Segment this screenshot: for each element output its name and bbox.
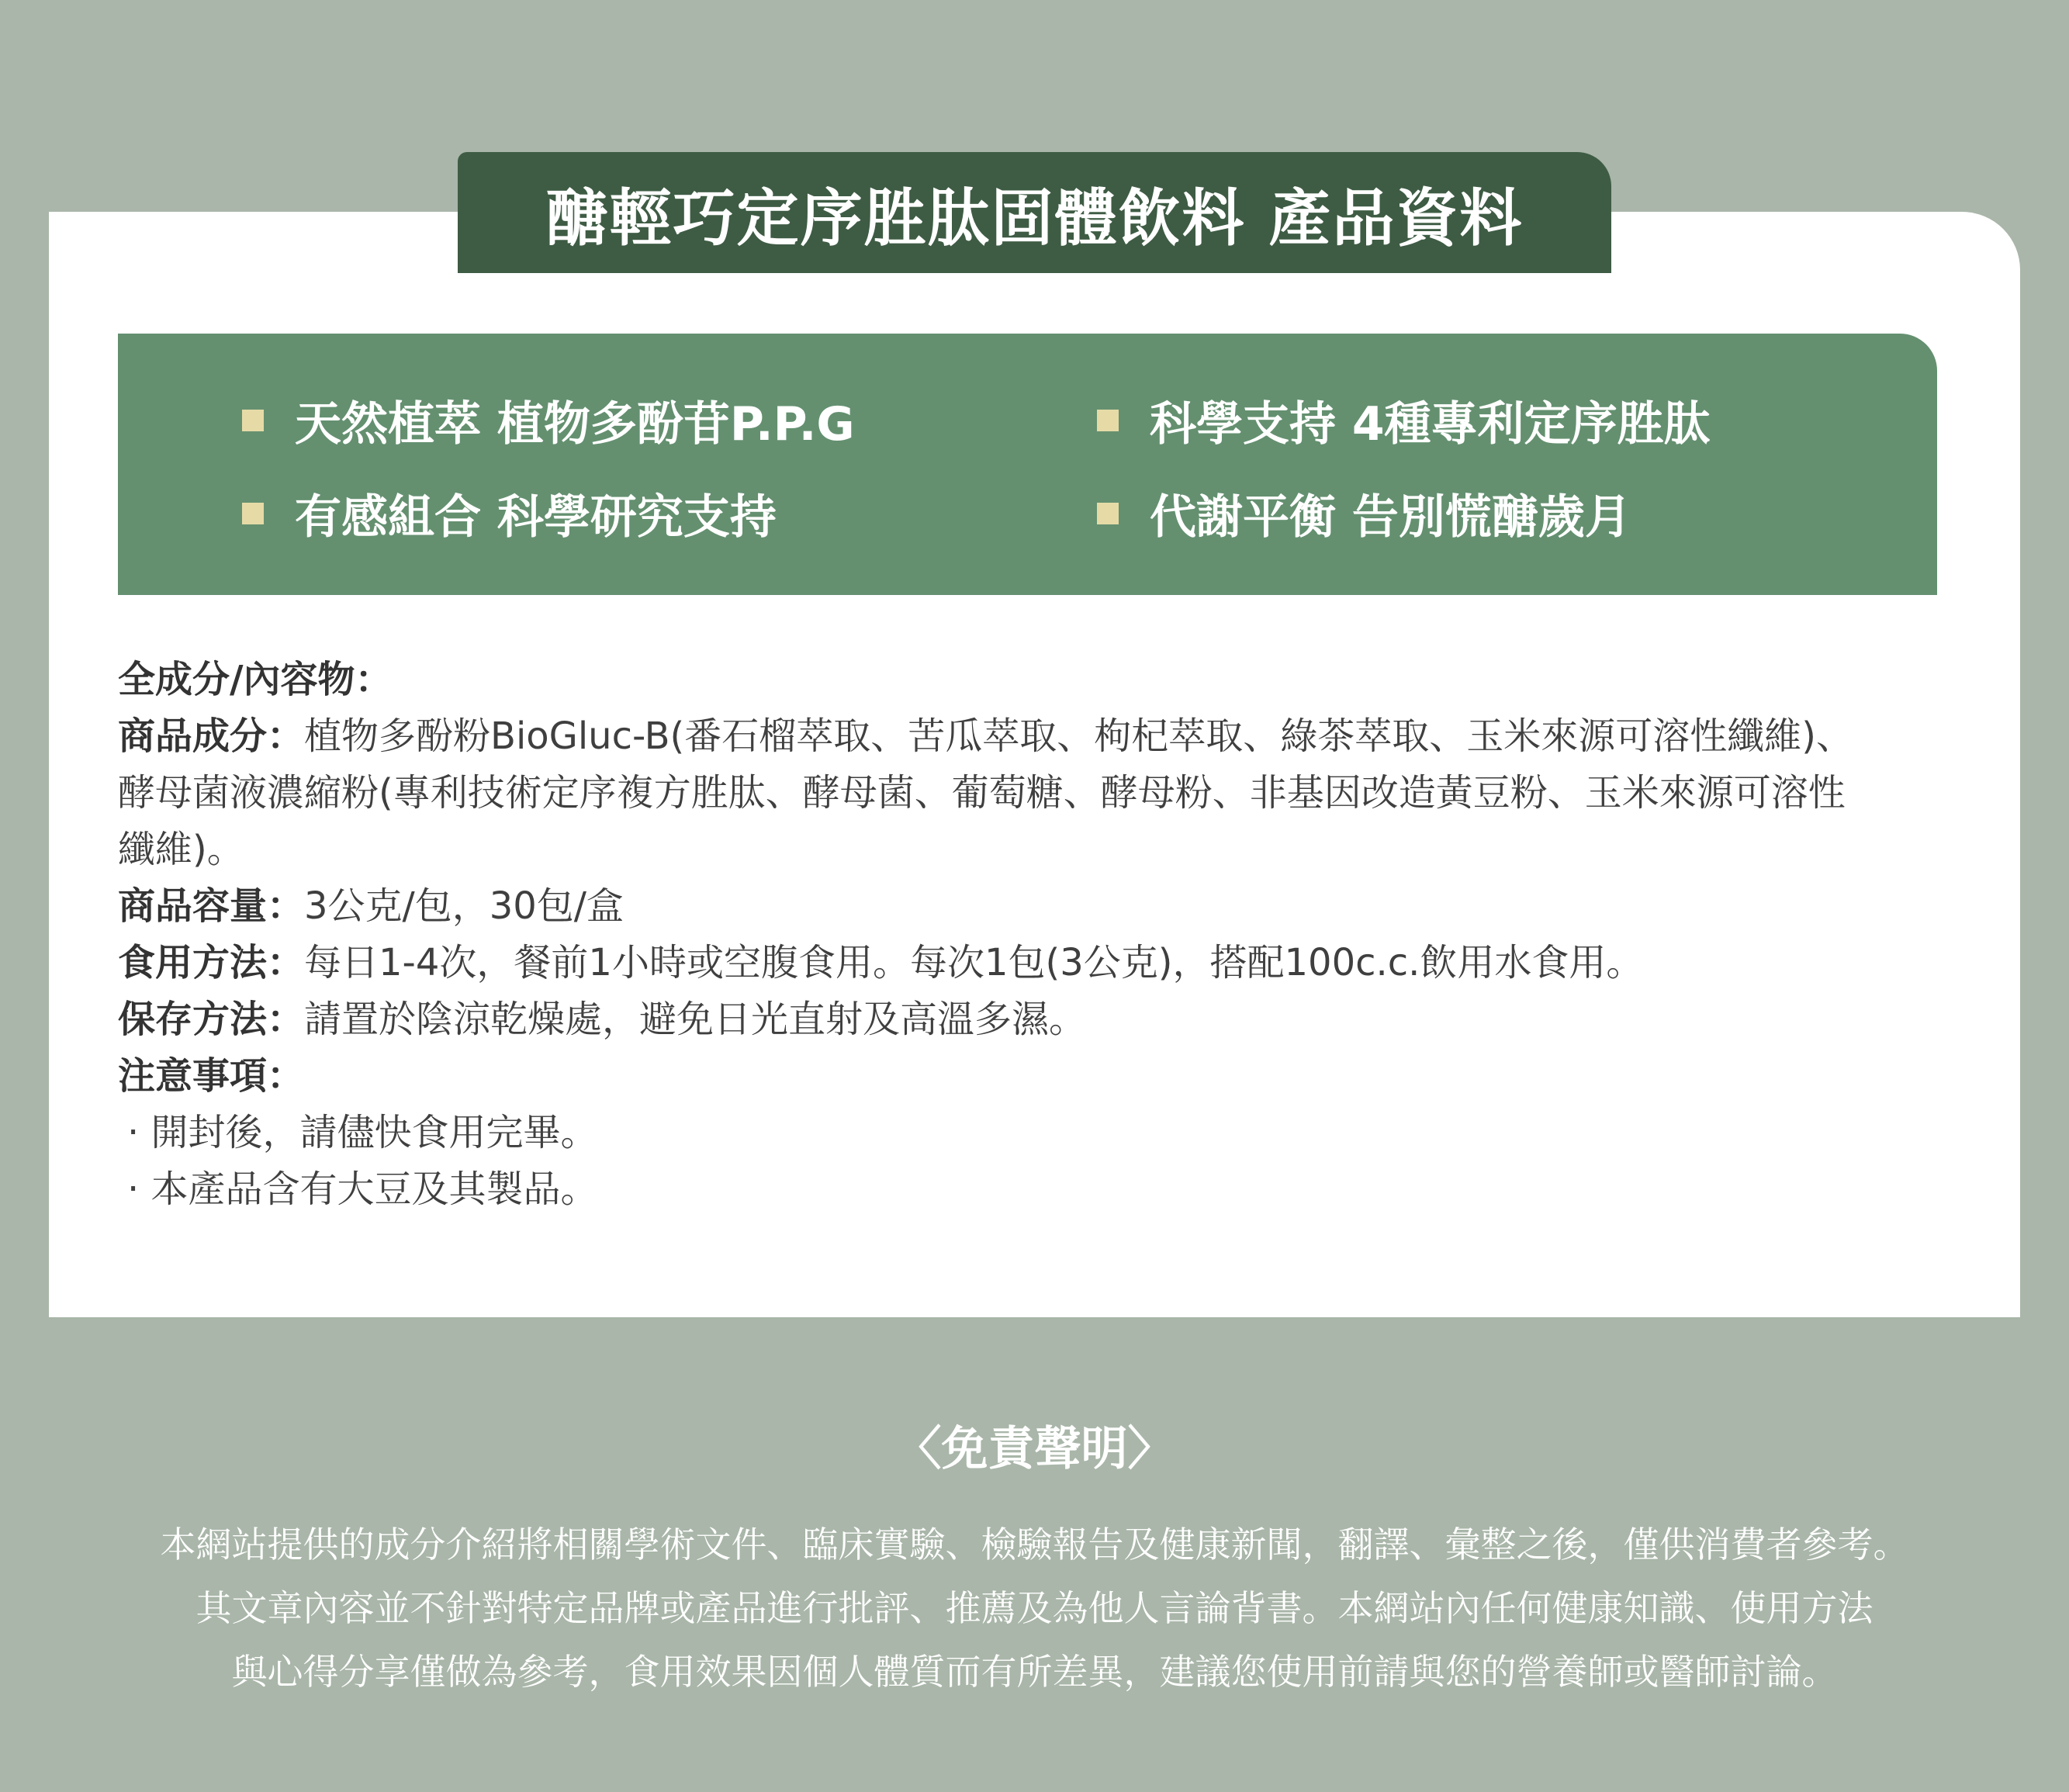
usage-row bbox=[118, 935, 1949, 991]
feature-text: 代謝平衡 告別慌醣歲月 bbox=[1150, 490, 1631, 545]
feature-item bbox=[242, 483, 777, 545]
feature-text: 天然植萃 植物多酚苷P.P.G bbox=[295, 397, 855, 451]
usage-value: 每日1-4次，餐前1小時或空腹食用。每次1包(3公克)，搭配100c.c.飲用水食用。 bbox=[304, 941, 1644, 984]
ingredients-text-line: 纖維)。 bbox=[118, 828, 244, 871]
product-details bbox=[118, 652, 1949, 1218]
feature-panel bbox=[118, 334, 1937, 595]
feature-text: 科學支持 4種專利定序胜肽 bbox=[1150, 397, 1711, 451]
ingredients-heading: 全成分/內容物： bbox=[118, 658, 393, 701]
square-bullet-icon bbox=[242, 410, 264, 431]
ingredients-text-line: 酵母菌液濃縮粉(專利技術定序複方胜肽、酵母菌、葡萄糖、酵母粉、非基因改造黃豆粉、玉米來源可溶性 bbox=[118, 771, 1846, 815]
ingredients-text: 植物多酚粉BioGluc-B(番石榴萃取、苦瓜萃取、枸杞萃取、綠茶萃取、玉米來源可溶性纖維)、 bbox=[304, 714, 1853, 758]
ingredients-label: 商品成分： bbox=[118, 714, 305, 758]
disclaimer-body bbox=[0, 1513, 2069, 1704]
ingredients-row bbox=[118, 708, 1949, 765]
disclaimer-line: 其文章內容並不針對特定品牌或產品進行批評、推薦及為他人言論背書。本網站內任何健康知識、使用方法 bbox=[195, 1587, 1874, 1629]
page-title-text: 醣輕巧定序胜肽固體飲料 產品資料 bbox=[545, 182, 1524, 254]
capacity-label: 商品容量： bbox=[118, 884, 305, 928]
page-title bbox=[458, 152, 1611, 273]
capacity-value: 3公克/包，30包/盒 bbox=[304, 884, 624, 928]
disclaimer-title: 〈免責聲明〉 bbox=[894, 1422, 1175, 1476]
feature-item bbox=[1097, 483, 1631, 545]
feature-item bbox=[1097, 389, 1711, 451]
capacity-row bbox=[118, 878, 1949, 935]
note-item: · 本產品含有大豆及其製品。 bbox=[127, 1168, 598, 1211]
square-bullet-icon bbox=[242, 503, 264, 524]
note-item: · 開封後，請儘快食用完畢。 bbox=[127, 1111, 598, 1154]
storage-row bbox=[118, 991, 1949, 1048]
disclaimer-line: 與心得分享僅做為參考，食用效果因個人體質而有所差異，建議您使用前請與您的營養師或醫師討論。 bbox=[231, 1651, 1838, 1693]
storage-label: 保存方法： bbox=[118, 998, 305, 1041]
feature-text: 有感組合 科學研究支持 bbox=[295, 490, 777, 545]
disclaimer-line: 本網站提供的成分介紹將相關學術文件、臨床實驗、檢驗報告及健康新聞，翻譯、彙整之後，僅供消費者參考。 bbox=[160, 1524, 1909, 1565]
square-bullet-icon bbox=[1097, 503, 1119, 524]
feature-item bbox=[242, 389, 855, 451]
usage-label: 食用方法： bbox=[118, 941, 305, 984]
storage-value: 請置於陰涼乾燥處，避免日光直射及高溫多濕。 bbox=[304, 998, 1087, 1041]
square-bullet-icon bbox=[1097, 410, 1119, 431]
notes-label: 注意事項： bbox=[118, 1054, 305, 1098]
